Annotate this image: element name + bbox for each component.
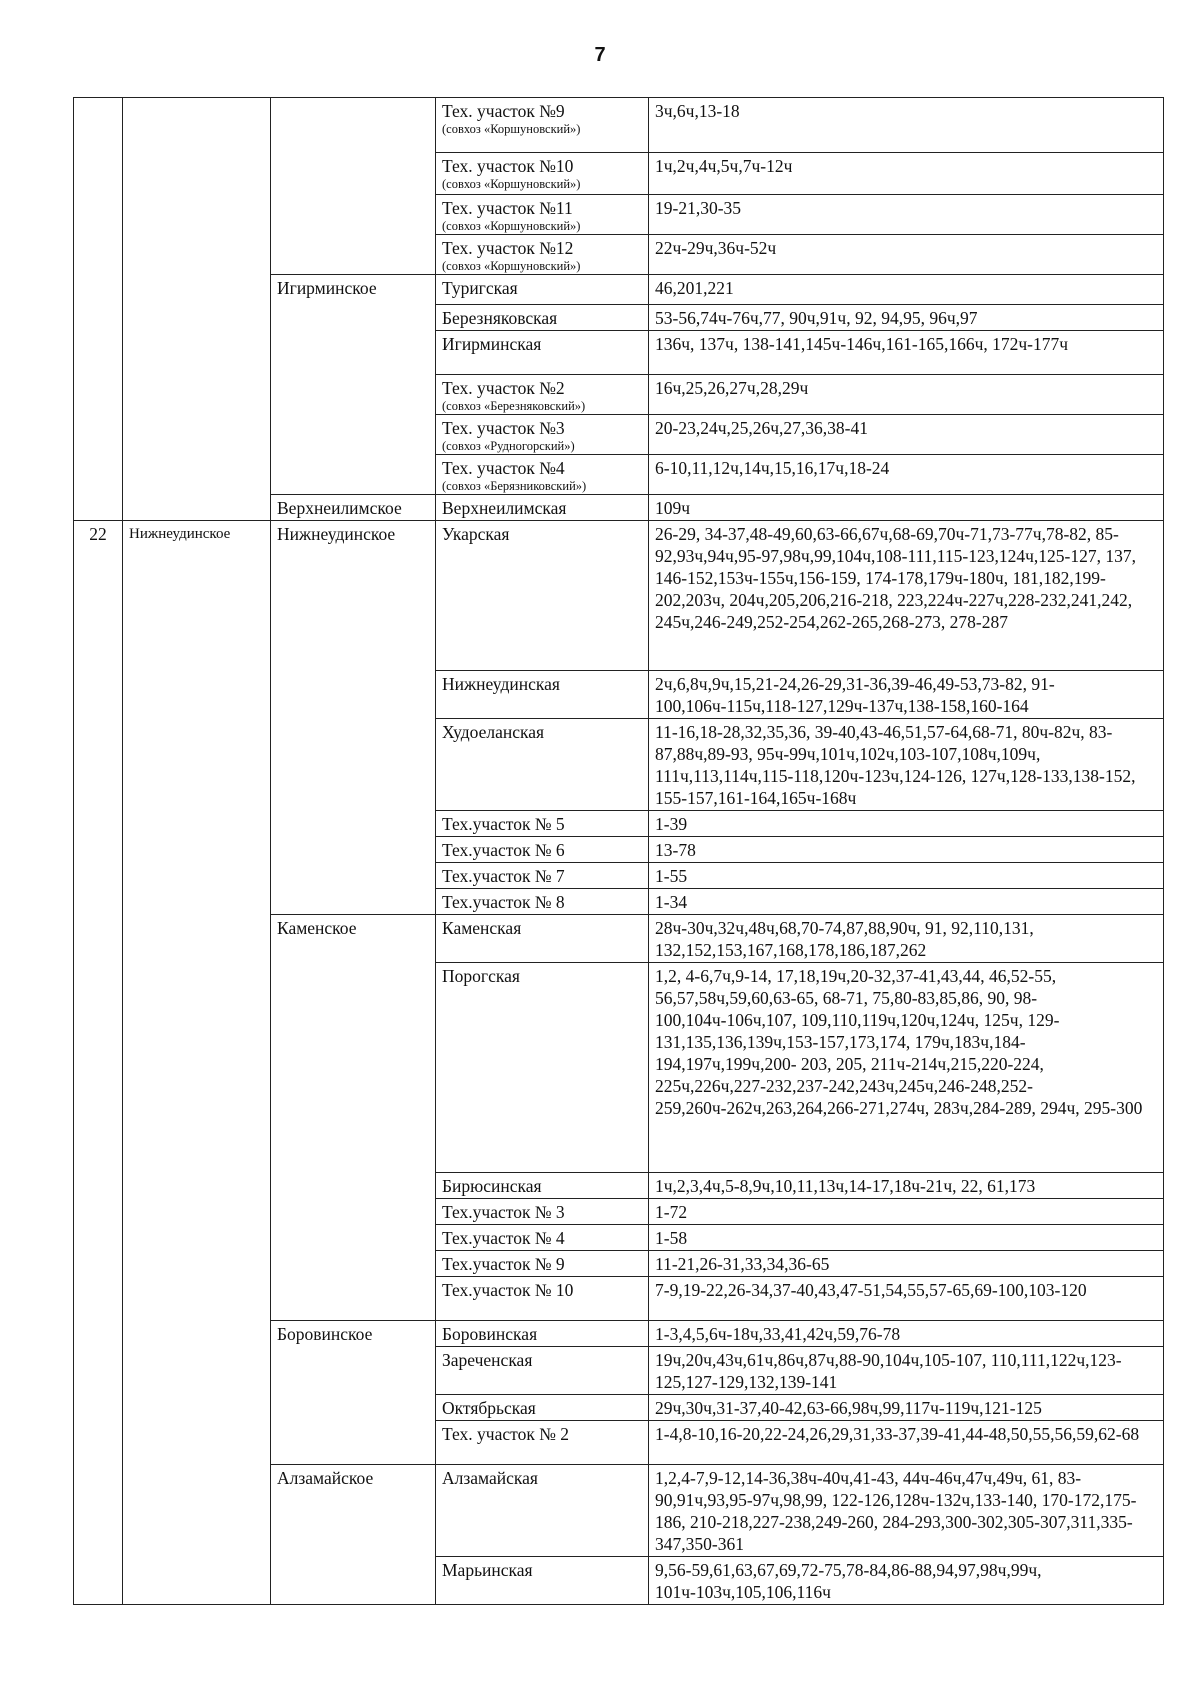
cell-kvartals: 1,2,4-7,9-12,14-36,38ч-40ч,41-43, 44ч-46ч,47ч,49ч, 61, 83-90,91ч,93,95-97ч,98,99, 122-126,128ч-132ч,133-140, 170-172,175-186, 210-218,227-238,249-260, 284-293,300-302,305-307,311,335-347,350-361 (649, 1465, 1164, 1557)
cell-forestry (436, 889, 649, 915)
cell-forestry (436, 1557, 649, 1605)
cell-kvartals: 109ч (649, 495, 1164, 521)
forestry-name: Зареченская (442, 1350, 533, 1370)
forestry-name: Тех. участок №2 (442, 378, 565, 398)
cell-forestry (436, 521, 649, 671)
cell-forestry (436, 1199, 649, 1225)
cell-kvartals: 53-56,74ч-76ч,77, 90ч,91ч, 92, 94,95, 96ч,97 (649, 305, 1164, 331)
cell-forestry (436, 1251, 649, 1277)
forestry-name: Игирминская (442, 334, 542, 354)
cell-forestry (436, 1395, 649, 1421)
cell-forestry (436, 963, 649, 1173)
cell-forestry (436, 305, 649, 331)
forestry-name: Тех. участок №9 (442, 101, 565, 121)
forestry-name: Тех.участок № 3 (442, 1202, 565, 1222)
cell-kvartals: 3ч,6ч,13-18 (649, 98, 1164, 153)
cell-kvartals: 9,56-59,61,63,67,69,72-75,78-84,86-88,94,97,98ч,99ч, 101ч-103ч,105,106,116ч (649, 1557, 1164, 1605)
forestry-name: Тех.участок № 8 (442, 892, 565, 912)
forestry-name: Тех. участок № 2 (442, 1424, 570, 1444)
cell-row-number (74, 98, 123, 521)
forestry-note: (совхоз «Коршуновский») (442, 259, 581, 273)
cell-forestry (436, 837, 649, 863)
forestry-name: Туригская (442, 278, 518, 298)
cell-kvartals: 1-4,8-10,16-20,22-24,26,29,31,33-37,39-41,44-48,50,55,56,59,62-68 (649, 1421, 1164, 1465)
table-row (74, 98, 1164, 153)
cell-kvartals: 19-21,30-35 (649, 195, 1164, 235)
forestry-name: Тех.участок № 4 (442, 1228, 565, 1248)
cell-kvartals: 7-9,19-22,26-34,37-40,43,47-51,54,55,57-65,69-100,103-120 (649, 1277, 1164, 1321)
forestry-note: (совхоз «Рудногорский») (442, 439, 575, 453)
cell-forestry (436, 495, 649, 521)
forestry-name: Марьинская (442, 1560, 533, 1580)
forestry-table-body (74, 98, 1164, 1605)
cell-forestry (436, 153, 649, 195)
forestry-name: Боровинская (442, 1324, 538, 1344)
forestry-name: Тех.участок № 10 (442, 1280, 574, 1300)
cell-forestry (436, 455, 649, 495)
cell-forestry (436, 1173, 649, 1199)
cell-kvartals: 1ч,2,3,4ч,5-8,9ч,10,11,13ч,14-17,18ч-21ч, 22, 61,173 (649, 1173, 1164, 1199)
cell-forestry (436, 275, 649, 305)
cell-forestry (436, 915, 649, 963)
cell-forestry (436, 375, 649, 415)
forestry-name: Октябрьская (442, 1398, 536, 1418)
cell-forestry (436, 1321, 649, 1347)
cell-forestry (436, 235, 649, 275)
forestry-note: (совхоз «Коршуновский») (442, 122, 581, 136)
forestry-name: Бирюсинская (442, 1176, 542, 1196)
forestry-note: (совхоз «Коршуновский») (442, 219, 581, 233)
cell-forestry (436, 719, 649, 811)
cell-settlement (271, 98, 436, 275)
cell-settlement: Нижнеудинское (271, 521, 436, 915)
cell-kvartals: 22ч-29ч,36ч-52ч (649, 235, 1164, 275)
forestry-name: Тех. участок №10 (442, 156, 574, 176)
table-row (74, 521, 1164, 671)
cell-kvartals: 1,2, 4-6,7ч,9-14, 17,18,19ч,20-32,37-41,43,44, 46,52-55, 56,57,58ч,59,60,63-65, 68-71, 75,80-83,85,86, 90, 98-100,104ч-106ч,107, 109,110,119ч,120ч,124ч, 125ч, 129-131,135,136,139ч,153-157,173,174, 179ч,183ч,184-194,197ч,199ч,200- 203, 205, 211ч-214ч,215,220-224, 225ч,226ч,227-232,237-242,243ч,245ч,246-248,252-259,260ч-262ч,263,264,266-271,274ч, 283ч,284-289, 294ч, 295-300 (649, 963, 1164, 1173)
forestry-name: Укарская (442, 524, 510, 544)
forestry-name: Алзамайская (442, 1468, 538, 1488)
cell-forestry (436, 863, 649, 889)
cell-forestry (436, 1465, 649, 1557)
cell-settlement: Боровинское (271, 1321, 436, 1465)
forestry-name: Нижнеудинская (442, 674, 560, 694)
forestry-name: Худоеланская (442, 722, 545, 742)
forestry-name: Порогская (442, 966, 520, 986)
cell-district (123, 98, 271, 521)
cell-kvartals: 28ч-30ч,32ч,48ч,68,70-74,87,88,90ч, 91, 92,110,131, 132,152,153,167,168,178,186,187,262 (649, 915, 1164, 963)
cell-district: Нижнеудинское (123, 521, 271, 1605)
cell-settlement: Каменское (271, 915, 436, 1321)
cell-kvartals: 136ч, 137ч, 138-141,145ч-146ч,161-165,166ч, 172ч-177ч (649, 331, 1164, 375)
forestry-name: Тех.участок № 9 (442, 1254, 565, 1274)
cell-settlement: Игирминское (271, 275, 436, 495)
cell-forestry (436, 671, 649, 719)
cell-row-number: 22 (74, 521, 123, 1605)
cell-kvartals: 1ч,2ч,4ч,5ч,7ч-12ч (649, 153, 1164, 195)
cell-forestry (436, 1225, 649, 1251)
cell-kvartals: 1-55 (649, 863, 1164, 889)
cell-kvartals: 20-23,24ч,25,26ч,27,36,38-41 (649, 415, 1164, 455)
cell-forestry (436, 811, 649, 837)
forestry-name: Каменская (442, 918, 522, 938)
forestry-note: (совхоз «Коршуновский») (442, 177, 581, 191)
cell-kvartals: 11-21,26-31,33,34,36-65 (649, 1251, 1164, 1277)
forestry-name: Березняковская (442, 308, 558, 328)
forestry-name: Тех. участок №4 (442, 458, 565, 478)
forestry-table (73, 97, 1164, 1605)
cell-kvartals: 2ч,6,8ч,9ч,15,21-24,26-29,31-36,39-46,49-53,73-82, 91-100,106ч-115ч,118-127,129ч-137ч,138-158,160-164 (649, 671, 1164, 719)
forestry-name: Тех. участок №12 (442, 238, 574, 258)
cell-kvartals: 19ч,20ч,43ч,61ч,86ч,87ч,88-90,104ч,105-107, 110,111,122ч,123-125,127-129,132,139-141 (649, 1347, 1164, 1395)
forestry-name: Тех.участок № 6 (442, 840, 565, 860)
cell-kvartals: 1-3,4,5,6ч-18ч,33,41,42ч,59,76-78 (649, 1321, 1164, 1347)
cell-forestry (436, 415, 649, 455)
cell-forestry (436, 1347, 649, 1395)
cell-kvartals: 6-10,11,12ч,14ч,15,16,17ч,18-24 (649, 455, 1164, 495)
forestry-name: Тех. участок №11 (442, 198, 573, 218)
cell-kvartals: 11-16,18-28,32,35,36, 39-40,43-46,51,57-64,68-71, 80ч-82ч, 83-87,88ч,89-93, 95ч-99ч,101ч,102ч,103-107,108ч,109ч, 111ч,113,114ч,115-118,120ч-123ч,124-126, 127ч,128-133,138-152, 155-157,161-164,165ч-168ч (649, 719, 1164, 811)
cell-forestry (436, 1421, 649, 1465)
cell-settlement: Алзамайское (271, 1465, 436, 1605)
page-number: 7 (594, 44, 606, 66)
cell-forestry (436, 331, 649, 375)
cell-kvartals: 1-39 (649, 811, 1164, 837)
forestry-name: Тех. участок №3 (442, 418, 565, 438)
cell-forestry (436, 1277, 649, 1321)
cell-kvartals: 29ч,30ч,31-37,40-42,63-66,98ч,99,117ч-119ч,121-125 (649, 1395, 1164, 1421)
cell-kvartals: 16ч,25,26,27ч,28,29ч (649, 375, 1164, 415)
cell-settlement: Верхнеилимское (271, 495, 436, 521)
cell-forestry (436, 98, 649, 153)
cell-forestry (436, 195, 649, 235)
cell-kvartals: 1-34 (649, 889, 1164, 915)
cell-kvartals: 1-58 (649, 1225, 1164, 1251)
forestry-note: (совхоз «Берязниковский») (442, 479, 587, 493)
cell-kvartals: 26-29, 34-37,48-49,60,63-66,67ч,68-69,70ч-71,73-77ч,78-82, 85-92,93ч,94ч,95-97,98ч,99,104ч,108-111,115-123,124ч,125-127, 137, 146-152,153ч-155ч,156-159, 174-178,179ч-180ч, 181,182,199-202,203ч, 204ч,205,206,216-218, 223,224ч-227ч,228-232,241,242, 245ч,246-249,252-254,262-265,268-273, 278-287 (649, 521, 1164, 671)
forestry-note: (совхоз «Березняковский») (442, 399, 586, 413)
cell-kvartals: 13-78 (649, 837, 1164, 863)
cell-kvartals: 1-72 (649, 1199, 1164, 1225)
forestry-name: Тех.участок № 5 (442, 814, 565, 834)
forestry-name: Верхнеилимская (442, 498, 567, 518)
forestry-name: Тех.участок № 7 (442, 866, 565, 886)
cell-kvartals: 46,201,221 (649, 275, 1164, 305)
